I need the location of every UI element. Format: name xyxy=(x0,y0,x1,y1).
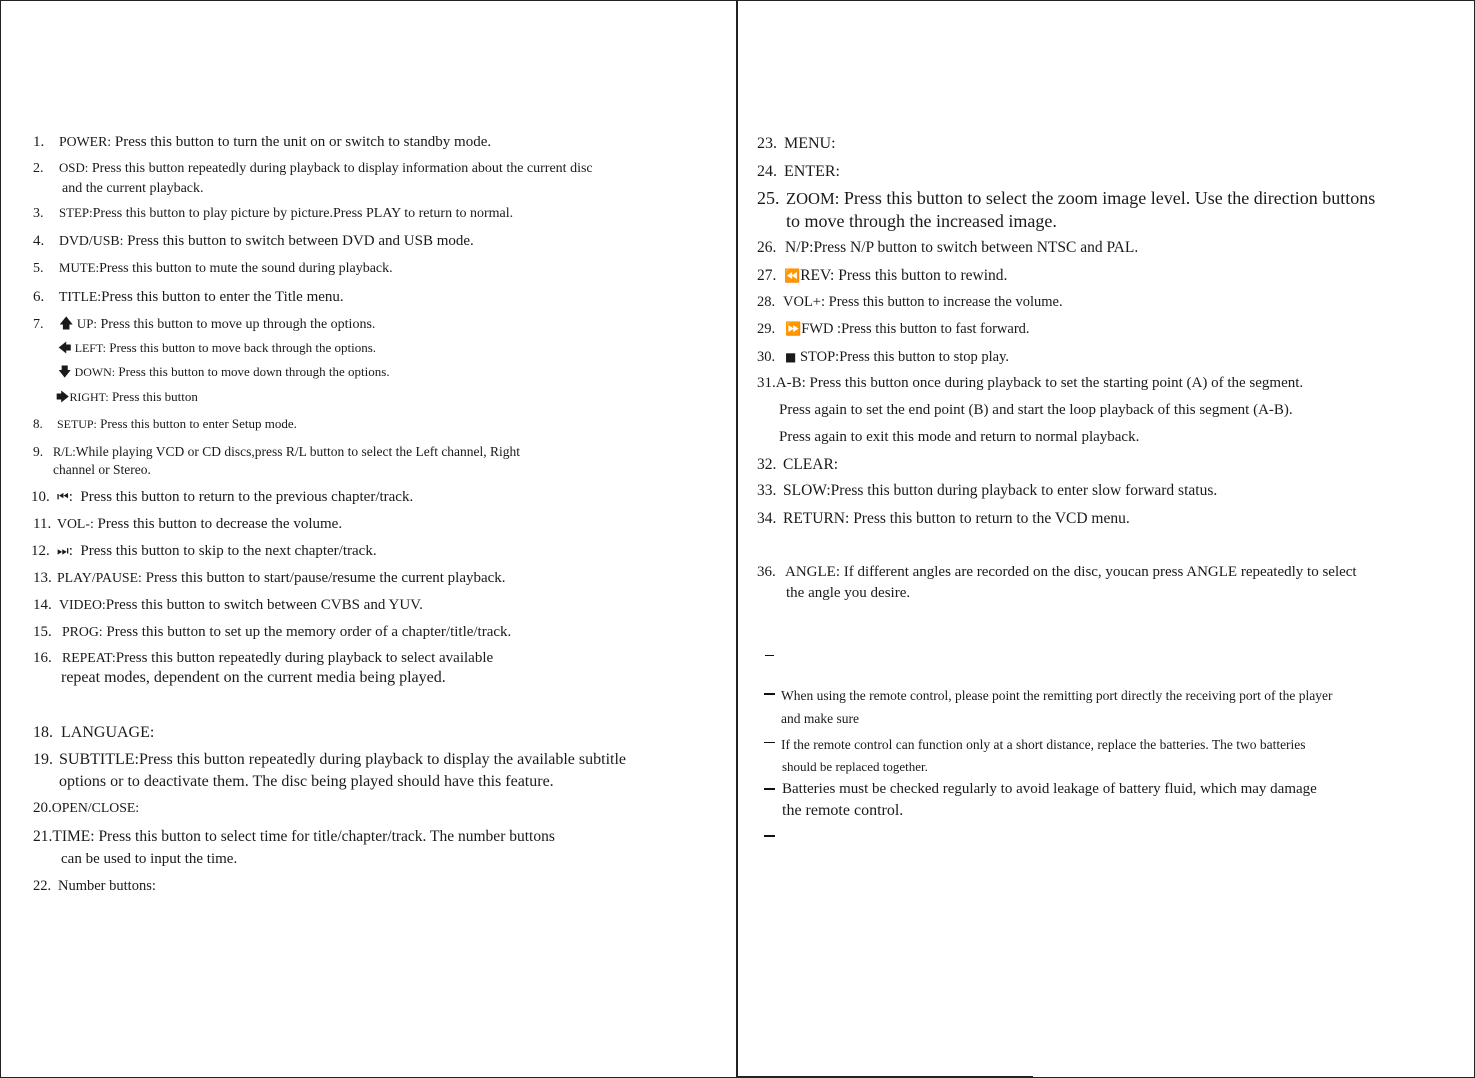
right-item: 33. SLOW:Press this button during playback to enter slow forward status. xyxy=(757,482,1218,499)
previous-track-icon: ⏮ xyxy=(57,490,69,505)
left-item: 🡄 LEFT: Press this button to move back through the options. xyxy=(58,340,377,356)
right-item-continuation: Press again to exit this mode and return to normal playback. xyxy=(779,429,1140,445)
right-item: 24. ENTER: xyxy=(757,163,840,180)
note-item-continuation: the remote control. xyxy=(782,802,904,819)
note-item: If the remote control can function only at a short distance, replace the batteries. The two batteries xyxy=(781,737,1306,752)
note-item-continuation: and make sure xyxy=(781,711,859,726)
left-item: 2. OSD: Press this button repeatedly during playback to display information about the current disc xyxy=(33,161,593,176)
left-item: 12. ⏭: Press this button to skip to the next chapter/track. xyxy=(31,543,377,559)
right-item: 30. ■ STOP:Press this button to stop play. xyxy=(757,349,1010,365)
note-item-continuation: should be replaced together. xyxy=(782,759,928,774)
note-item: Batteries must be checked regularly to avoid leakage of battery fluid, which may damage xyxy=(782,781,1317,797)
right-item: 27. ⏪REV: Press this button to rewind. xyxy=(757,267,1008,284)
left-item: 5. MUTE:Press this button to mute the sound during playback. xyxy=(33,261,393,276)
left-item: 13. PLAY/PAUSE: Press this button to start/pause/resume the current playback. xyxy=(33,570,506,586)
bullet-dash xyxy=(765,655,774,656)
left-item: 11. VOL-: Press this button to decrease the volume. xyxy=(33,516,343,532)
left-item: 6. TITLE:Press this button to enter the Title menu. xyxy=(33,289,344,305)
right-item-continuation: the angle you desire. xyxy=(786,585,911,601)
stop-icon: ■ xyxy=(785,350,797,364)
left-item: 16. REPEAT:Press this button repeatedly during playback to select available xyxy=(33,650,494,666)
bullet-dash xyxy=(764,742,775,743)
arrow-up-icon: 🡅 xyxy=(59,316,74,332)
fast-forward-icon: ⏩ xyxy=(785,322,802,337)
arrow-left-icon: 🡄 xyxy=(58,341,72,356)
right-item: 28. VOL+: Press this button to increase the volume. xyxy=(757,294,1063,310)
left-item: 3. STEP:Press this button to play picture by picture.Press PLAY to return to normal. xyxy=(33,206,514,221)
arrow-down-icon: 🡇 xyxy=(58,365,72,380)
right-item: 23. MENU: xyxy=(757,135,836,152)
right-item-continuation: Press again to set the end point (B) and start the loop playback of this segment (A-B). xyxy=(779,402,1293,418)
rewind-icon: ⏪ xyxy=(784,269,801,284)
right-item: 26. N/P:Press N/P button to switch between NTSC and PAL. xyxy=(757,239,1139,256)
left-item-continuation: can be used to input the time. xyxy=(61,851,238,867)
left-item: 🡆RIGHT: Press this button xyxy=(56,389,198,405)
left-item-continuation: channel or Stereo. xyxy=(53,462,151,477)
left-item: 4. DVD/USB: Press this button to switch between DVD and USB mode. xyxy=(33,233,474,249)
left-item: 1. POWER: Press this button to turn the unit on or switch to standby mode. xyxy=(33,134,492,150)
left-item-continuation: options or to deactivate them. The disc being played should have this feature. xyxy=(59,773,554,790)
left-item: 22. Number buttons: xyxy=(33,878,156,894)
right-item: 34. RETURN: Press this button to return to the VCD menu. xyxy=(757,510,1130,527)
left-item-continuation: repeat modes, dependent on the current media being played. xyxy=(61,669,446,686)
left-item: 10. ⏮: Press this button to return to the previous chapter/track. xyxy=(31,489,414,505)
left-item: 18. LANGUAGE: xyxy=(33,724,155,741)
right-item: 36. ANGLE: If different angles are recorded on the disc, youcan press ANGLE repeatedly to select xyxy=(757,564,1357,580)
left-item: 14. VIDEO:Press this button to switch between CVBS and YUV. xyxy=(33,597,423,613)
note-item: When using the remote control, please point the remitting port directly the receiving port of the player xyxy=(781,688,1333,703)
column-divider xyxy=(736,0,738,1078)
left-item: 19. SUBTITLE:Press this button repeatedly during playback to display the available subtitle xyxy=(33,751,626,768)
left-item-continuation: and the current playback. xyxy=(62,181,204,196)
left-item: 15. PROG: Press this button to set up the memory order of a chapter/title/track. xyxy=(33,624,512,640)
arrow-right-icon: 🡆 xyxy=(56,390,70,405)
next-track-icon: ⏭ xyxy=(57,544,69,559)
left-item: 21.TIME: Press this button to select time for title/chapter/track. The number buttons xyxy=(33,828,555,845)
left-item: 9. R/L:While playing VCD or CD discs,press R/L button to select the Left channel, Right xyxy=(33,444,521,459)
left-item: 20.OPEN/CLOSE: xyxy=(33,800,140,816)
bullet-dash xyxy=(764,788,775,790)
bullet-dash xyxy=(764,835,775,837)
right-item-continuation: to move through the increased image. xyxy=(786,211,1057,231)
left-item: 🡇 DOWN: Press this button to move down through the options. xyxy=(58,364,390,380)
left-item: 7. 🡅 UP: Press this button to move up through the options. xyxy=(33,316,376,332)
left-item: 8. SETUP: Press this button to enter Setup mode. xyxy=(33,416,297,431)
right-item: 29. ⏩FWD :Press this button to fast forward. xyxy=(757,321,1030,337)
bullet-dash xyxy=(764,693,775,695)
right-item: 25. ZOOM: Press this button to select the zoom image level. Use the direction buttons xyxy=(757,188,1376,208)
right-item: 32. CLEAR: xyxy=(757,456,839,473)
right-item: 31.A-B: Press this button once during playback to set the starting point (A) of the segment. xyxy=(757,375,1304,391)
